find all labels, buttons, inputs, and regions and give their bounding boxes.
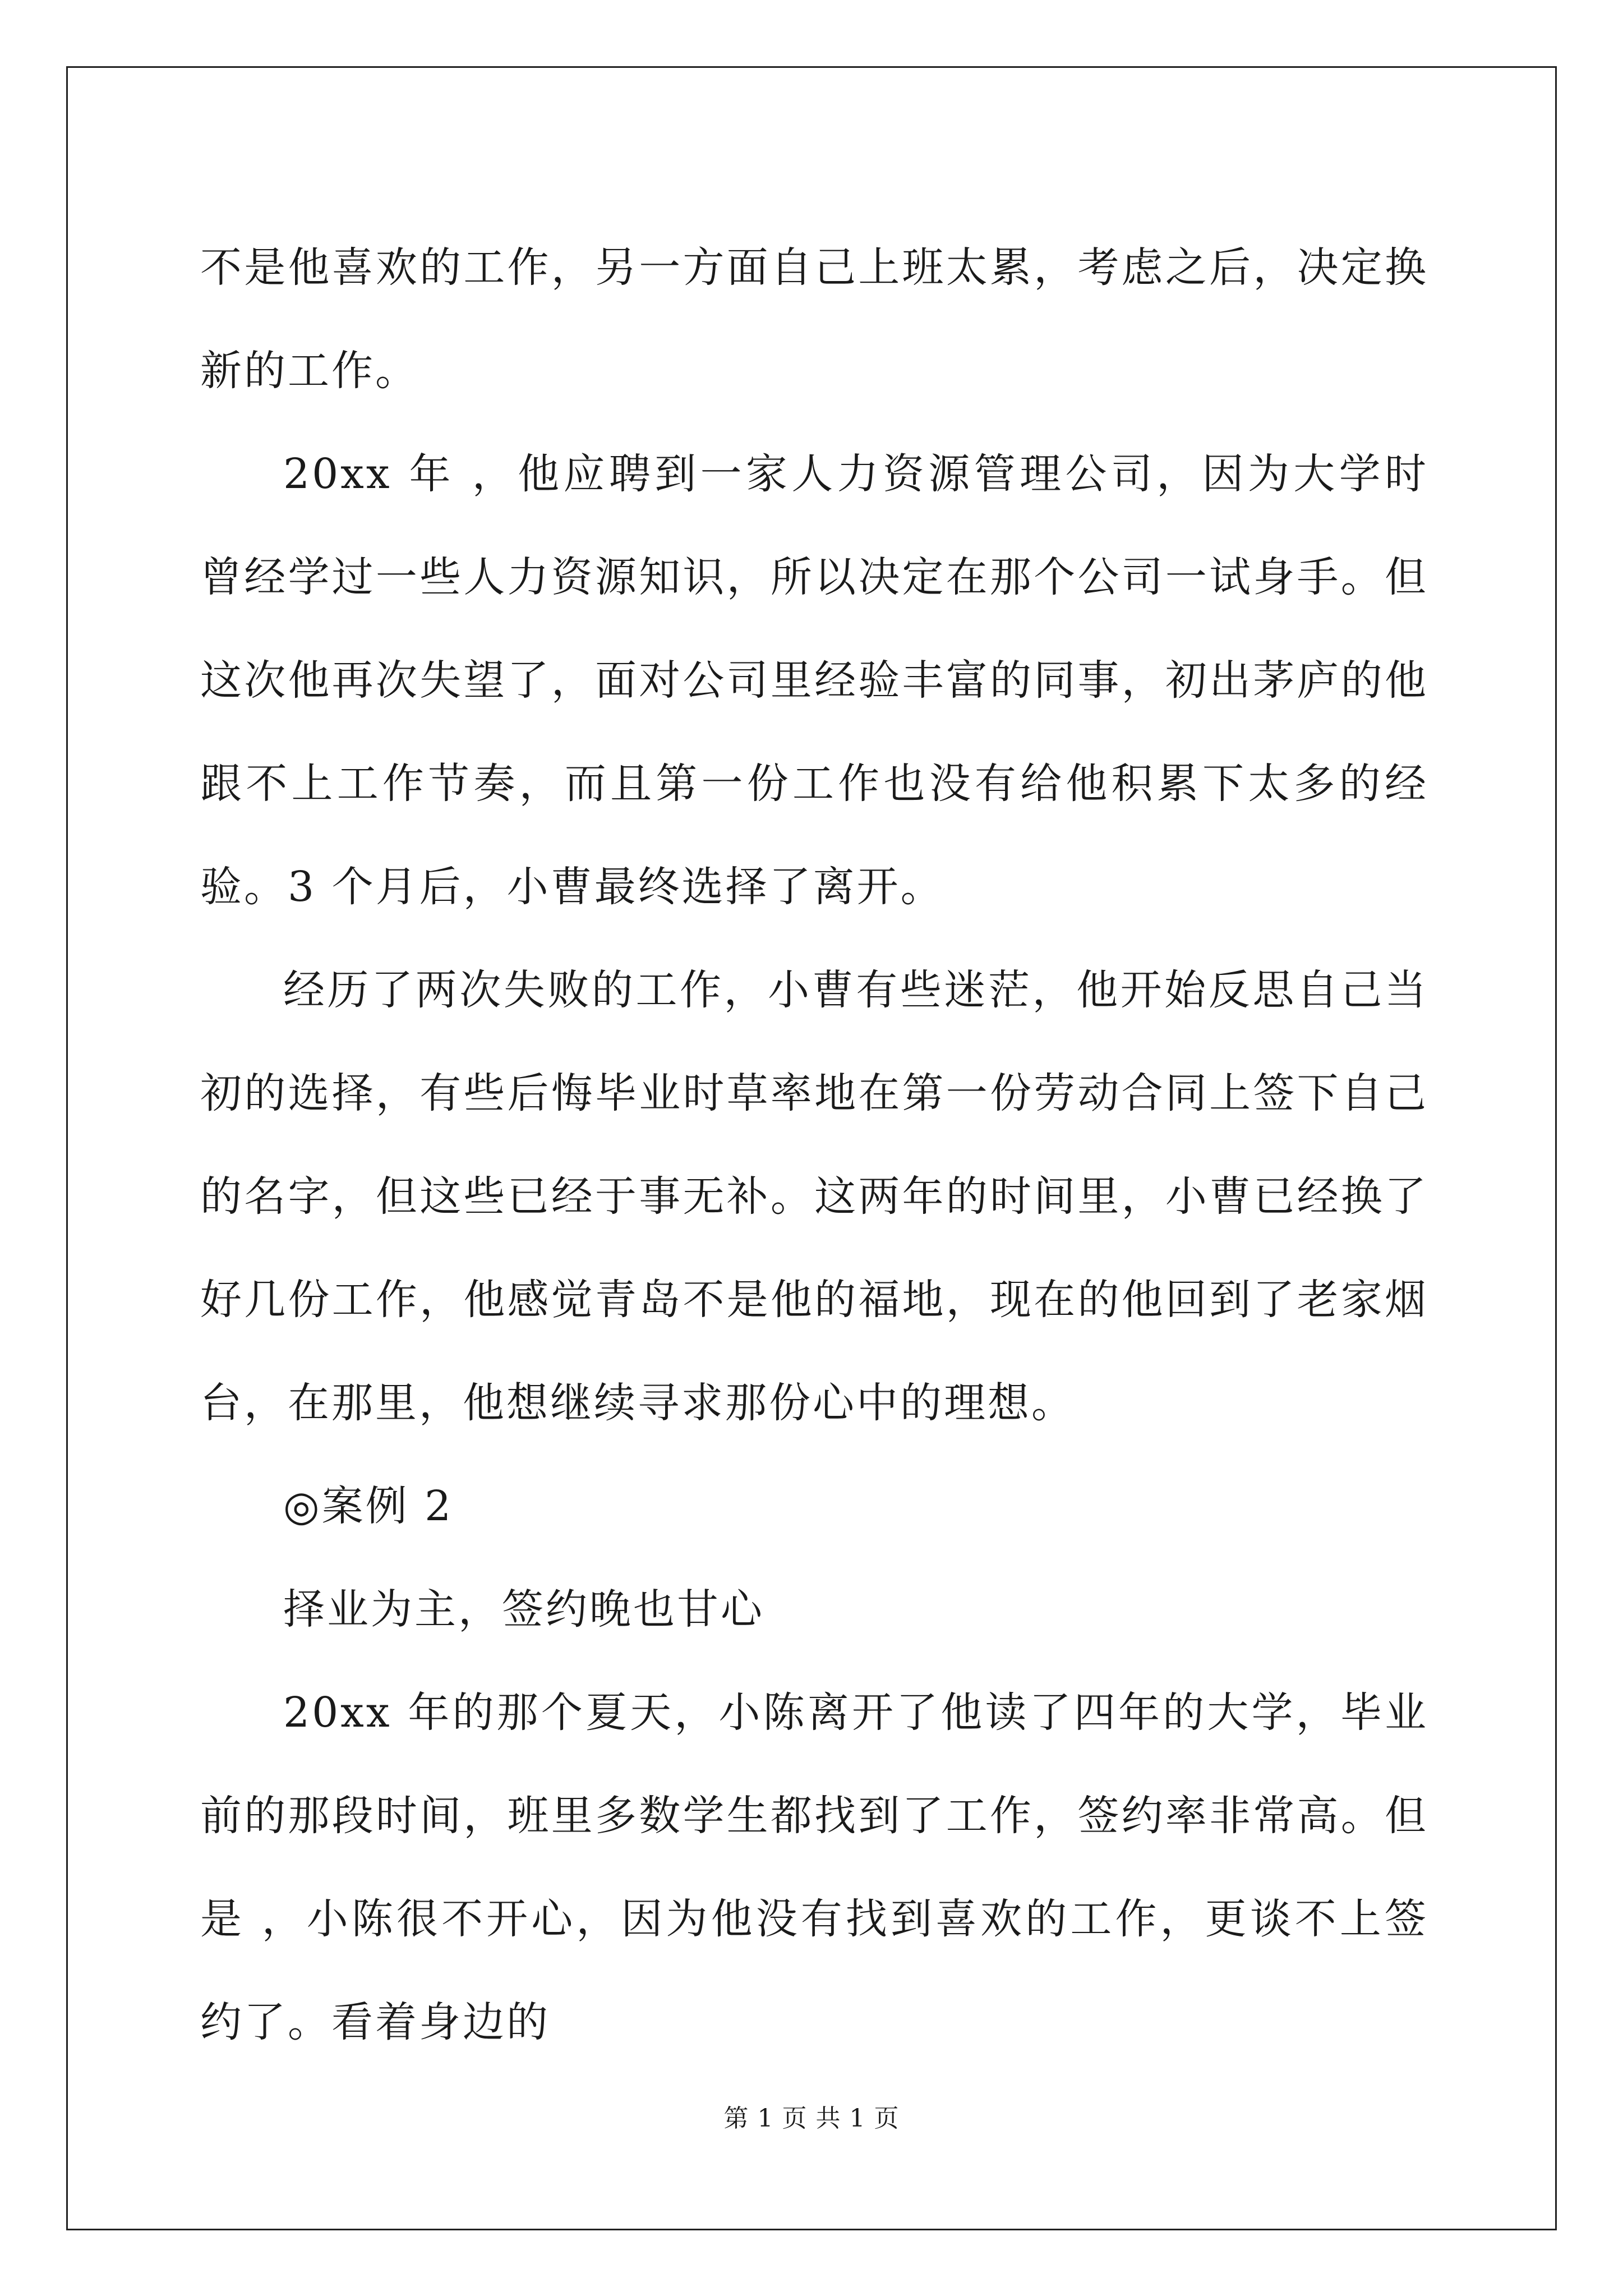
paragraph-6: 20xx 年的那个夏天，小陈离开了他读了四年的大学，毕业前的那段时间，班里多数学生都找到了工作，签约率非常高。但是 ，小陈很不开心，因为他没有找到喜欢的工作，更谈不上签约了。看着身边的 [200, 1688, 1428, 2046]
case-heading: ◎案例 2 [283, 1482, 454, 1530]
paragraph-1: 不是他喜欢的工作，另一方面自己上班太累，考虑之后，决定换新的工作。 [200, 243, 1428, 395]
case-subtitle: 择业为主，签约晚也甘心 [283, 1585, 764, 1634]
document-body [200, 216, 1428, 2074]
paragraph-2: 20xx 年 ，他应聘到一家人力资源管理公司，因为大学时曾经学过一些人力资源知识，所以决定在那个公司一试身手。但这次他再次失望了，面对公司里经验丰富的同事，初出茅庐的他跟不上工作节奏，而且第一份工作也没有给他积累下太多的经验。3 个月后，小曹最终选择了离开。 [200, 450, 1428, 911]
page-footer: 第 1 页 共 1 页 [723, 2104, 900, 2133]
paragraph-3: 经历了两次失败的工作，小曹有些迷茫，他开始反思自己当初的选择，有些后悔毕业时草率地在第一份劳动合同上签下自己的名字，但这些已经于事无补。这两年的时间里，小曹已经换了好几份工作，他感觉青岛不是他的福地，现在的他回到了老家烟台，在那里，他想继续寻求那份心中的理想。 [200, 966, 1428, 1427]
